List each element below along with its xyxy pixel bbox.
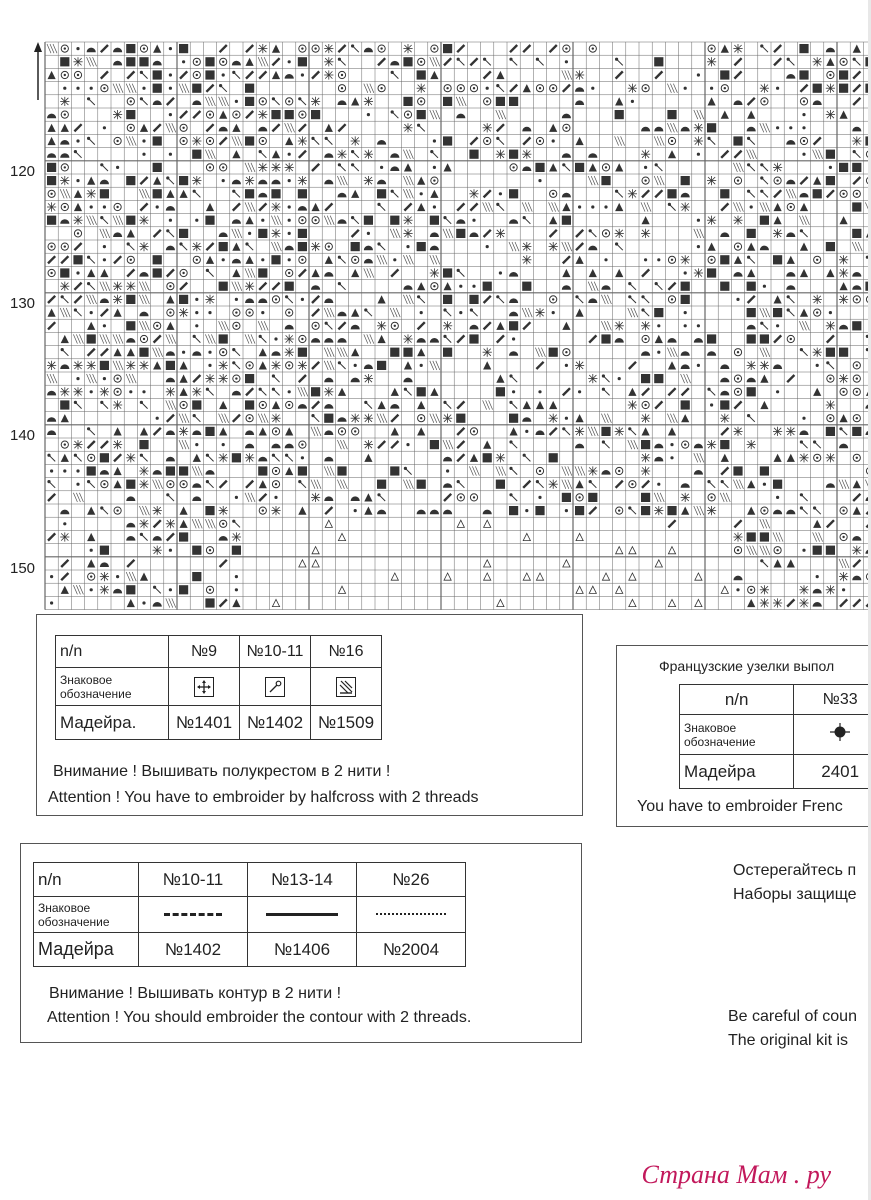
- symbol-cell: [357, 897, 466, 933]
- warning-ru-line2: Наборы защище: [733, 886, 857, 903]
- header-label: n/n: [680, 685, 794, 715]
- warning-en-line2: The original kit is: [728, 1032, 849, 1049]
- symbol-label: [34, 897, 139, 933]
- madeira-code: №1509: [311, 706, 382, 740]
- col-number: №33: [794, 685, 871, 715]
- col-number: №9: [169, 636, 240, 668]
- warning-ru-line1: Остерегайтесь п: [733, 862, 857, 879]
- halfcross-note-ru: Внимание ! Вышивать полукрестом в 2 нити !: [53, 763, 391, 780]
- row-label-140: 140: [10, 427, 36, 444]
- dotted-line-icon: [376, 913, 446, 915]
- halfcross-table: [55, 635, 382, 740]
- solid-line-icon: [266, 913, 338, 916]
- symbol-label: [56, 668, 169, 706]
- symbol-label-line2: обозначение: [60, 686, 132, 701]
- symbol-cell: [169, 668, 240, 706]
- symbol-cell: [139, 897, 248, 933]
- french-knots-table: [679, 684, 871, 789]
- symbol-cell: [311, 668, 382, 706]
- plus-box-icon: [194, 677, 214, 697]
- diamond-dot-icon: [828, 722, 852, 742]
- madeira-label: Мадейра: [34, 933, 139, 967]
- madeira-code: №1402: [240, 706, 311, 740]
- contour-legend: [20, 843, 582, 1043]
- contour-table: [33, 862, 466, 967]
- symbol-cell: [248, 897, 357, 933]
- symbol-label-line2: обозначение: [38, 914, 110, 929]
- col-number: №10-11: [139, 863, 248, 897]
- madeira-code: №1406: [248, 933, 357, 967]
- symbol-label-line1: Знаковое: [684, 720, 737, 735]
- madeira-code: №1401: [169, 706, 240, 740]
- col-number: №16: [311, 636, 382, 668]
- symbol-label-line1: Знаковое: [38, 900, 91, 915]
- row-label-150: 150: [10, 560, 36, 577]
- symbol-label-line1: Знаковое: [60, 672, 113, 687]
- symbol-cell: [794, 715, 871, 755]
- col-number: №13-14: [248, 863, 357, 897]
- row-label-120: 120: [10, 163, 36, 180]
- french-knots-title: Французские узелки выпол: [659, 658, 835, 674]
- madeira-code: №2004: [357, 933, 466, 967]
- halfcross-legend: [36, 614, 583, 816]
- halfcross-note-en: Attention ! You have to embroider by halfcross with 2 threads: [48, 789, 479, 806]
- header-label: n/n: [34, 863, 139, 897]
- col-number: №10-11: [240, 636, 311, 668]
- dashed-line-icon: [164, 913, 222, 916]
- symbol-label-line2: обозначение: [684, 734, 756, 749]
- contour-note-en: Attention ! You should embroider the contour with 2 threads.: [47, 1009, 472, 1026]
- header-label: n/n: [56, 636, 169, 668]
- site-watermark: Страна Мам . ру: [641, 1160, 831, 1189]
- hatch-box-icon: [336, 677, 356, 697]
- french-knots-legend: [616, 645, 871, 827]
- madeira-label: Мадейра: [680, 755, 794, 789]
- contour-note-ru: Внимание ! Вышивать контур в 2 нити !: [49, 985, 342, 1002]
- symbol-cell: [240, 668, 311, 706]
- madeira-label: Мадейра.: [56, 706, 169, 740]
- col-number: №26: [357, 863, 466, 897]
- row-label-130: 130: [10, 295, 36, 312]
- pin-box-icon: [265, 677, 285, 697]
- warning-en-line1: Be careful of coun: [728, 1008, 857, 1025]
- madeira-code: 2401: [794, 755, 871, 789]
- french-knots-note-en: You have to embroider Frenc: [637, 798, 843, 815]
- madeira-code: №1402: [139, 933, 248, 967]
- symbol-label: [680, 715, 794, 755]
